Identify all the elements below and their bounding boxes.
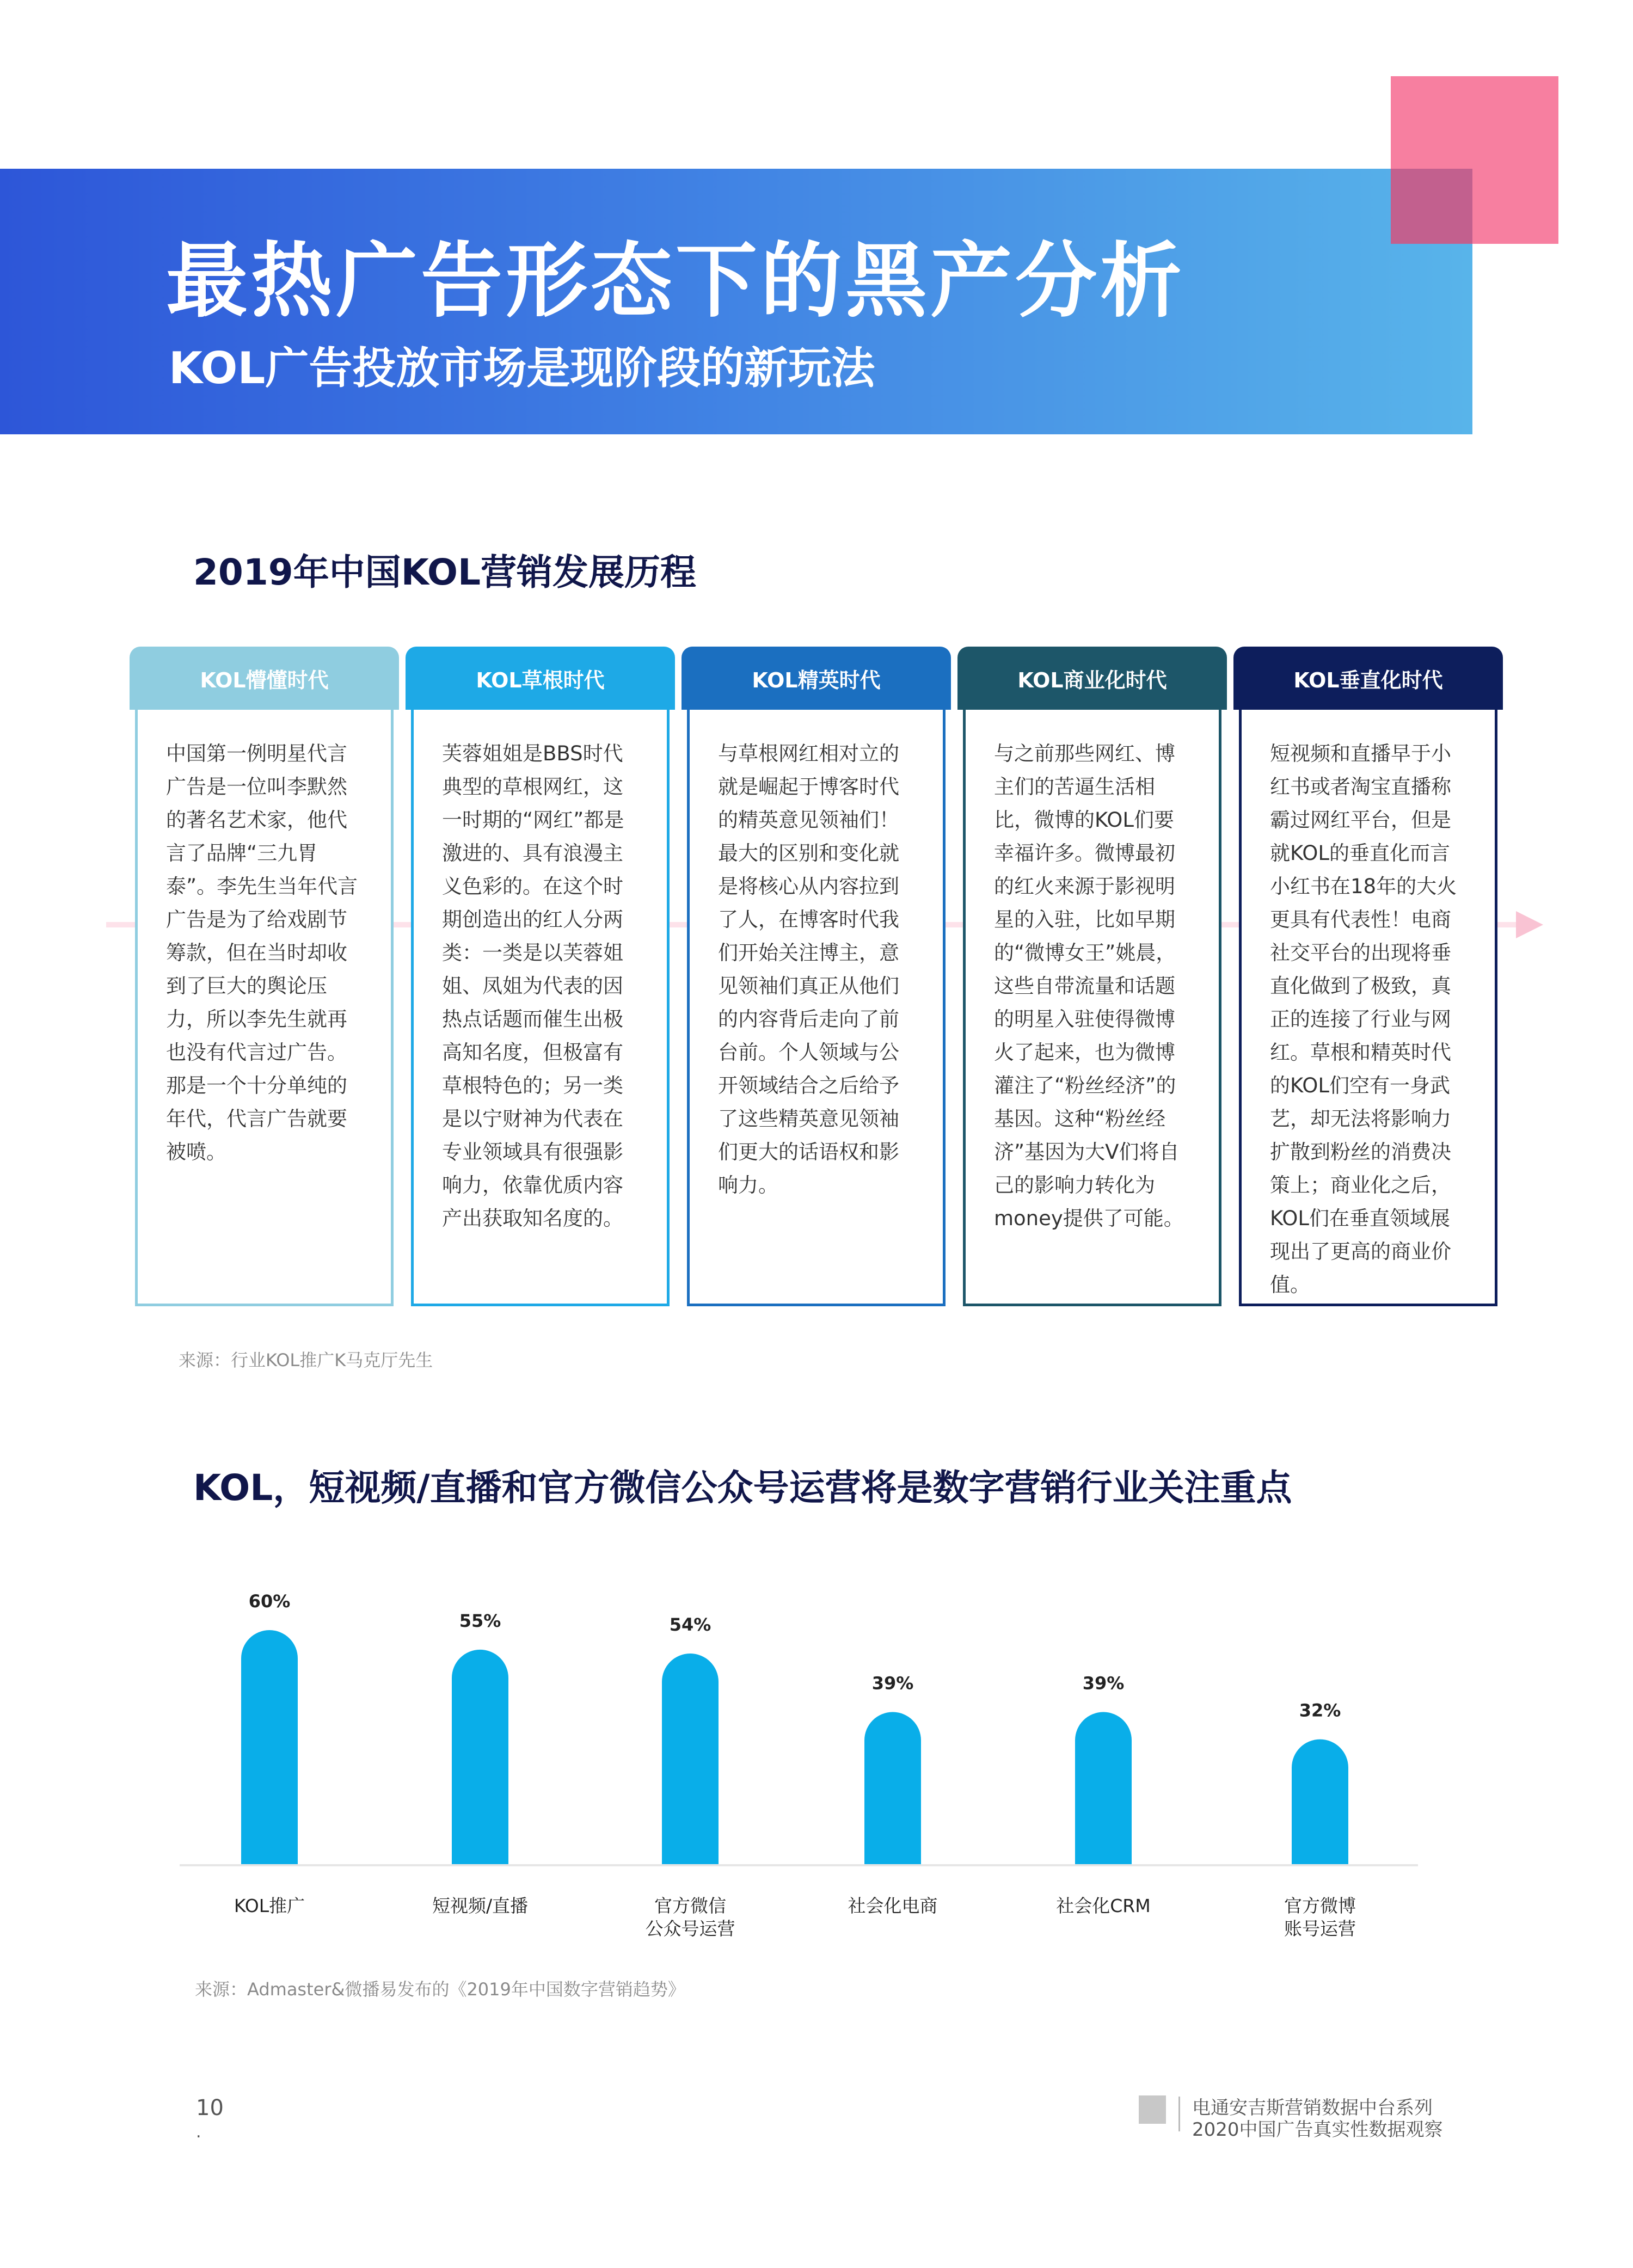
category-label: KOL推广 [234, 1895, 305, 1916]
era-card [135, 710, 394, 1306]
category-label: 短视频/直播 [432, 1895, 529, 1916]
era-card [411, 710, 670, 1306]
bar-value-label: 60% [248, 1591, 291, 1612]
bar-value-label: 39% [1082, 1673, 1125, 1694]
footer-series-name: 电通安吉斯营销数据中台系列 [1192, 2097, 1433, 2119]
category-label: 社会化CRM [1056, 1895, 1151, 1916]
footer-report-name: 2020中国广告真实性数据观察 [1192, 2119, 1443, 2141]
timeline-arrow-icon [1516, 911, 1543, 938]
company-logo-icon [1139, 2095, 1166, 2124]
chart-bar [864, 1712, 921, 1865]
footer-divider [1178, 2097, 1180, 2131]
era-description: 中国第一例明星代言广告是一位叫李默然的著名艺术家，他代言了品牌“三九胃泰”。李先生当年代言广告是为了给戏剧节筹款，但在当时却收到了巨大的舆论压力，所以李先生就再也没有代言过广告。那是一个十分单纯的年代，代言广告就要被喷。 [166, 742, 358, 1164]
era-column-3 [682, 647, 951, 1306]
era-column-4 [957, 647, 1227, 1306]
bar-value-label: 32% [1299, 1700, 1341, 1721]
timeline-title: 2019年中国KOL营销发展历程 [193, 551, 697, 593]
category-label: 公众号运营 [645, 1918, 735, 1939]
chart-bar [662, 1654, 719, 1864]
chart-bar [1292, 1740, 1348, 1864]
category-label: 账号运营 [1284, 1918, 1356, 1939]
era-card [1239, 710, 1497, 1306]
chart-bar [241, 1630, 298, 1864]
era-header: KOL草根时代 [406, 647, 675, 710]
era-header: KOL懵懂时代 [130, 647, 399, 710]
timeline-source: 来源：行业KOL推广K马克厅先生 [179, 1350, 433, 1370]
page-number: 10 [196, 2095, 224, 2121]
era-column-5 [1233, 647, 1503, 1306]
bar-value-label: 55% [459, 1610, 501, 1631]
era-header: KOL商业化时代 [957, 647, 1227, 710]
chart-source: 来源：Admaster&微播易发布的《2019年中国数字营销趋势》 [195, 1979, 685, 2000]
bar-value-label: 54% [669, 1614, 711, 1635]
bar-value-label: 39% [871, 1673, 914, 1694]
accent-overlap [1391, 169, 1472, 244]
page-title: 最热广告形态下的黑产分析 [166, 234, 1186, 329]
era-column-1 [130, 647, 399, 1306]
chart-bar [452, 1650, 508, 1864]
category-label: 社会化电商 [848, 1895, 938, 1916]
category-label: 官方微博 [1284, 1895, 1356, 1916]
chart-title: KOL，短视频/直播和官方微信公众号运营将是数字营销行业关注重点 [193, 1467, 1292, 1509]
era-card [687, 710, 946, 1306]
era-card [963, 710, 1221, 1306]
page-dot: . [196, 2123, 201, 2142]
chart-bar [1075, 1712, 1132, 1865]
era-header: KOL垂直化时代 [1233, 647, 1503, 710]
era-column-2 [406, 647, 675, 1306]
era-description: 与草根网红相对立的就是崛起于博客时代的精英意见领袖们！最大的区别和变化就是将核心从内容拉到了人，在博客时代我们开始关注博主，意见领袖们真正从他们的内容背后走向了前台前。个人领域与公开领域结合之后给予了这些精英意见领袖们更大的话语权和影响力。 [718, 742, 899, 1197]
era-description: 短视频和直播早于小红书或者淘宝直播称霸过网红平台，但是就KOL的垂直化而言小红书在18年的大火更具有代表性！电商社交平台的出现将垂直化做到了极致，真正的连接了行业与网红。草根和精英时代的KOL们空有一身武艺，却无法将影响力扩散到粉丝的消费决策上；商业化之后，KOL们在垂直领域展现出了更高的商业价值。 [1270, 742, 1457, 1296]
era-header: KOL精英时代 [682, 647, 951, 710]
era-description: 与之前那些网红、博主们的苦逼生活相比，微博的KOL们要幸福许多。微博最初的红火来源于影视明星的入驻，比如早期的“微博女王”姚晨，这些自带流量和话题的明星入驻使得微博火了起来，也为微博灌注了“粉丝经济”的基因。这种“粉丝经济”基因为大V们将自己的影响力转化为money提供了可能。 [994, 742, 1184, 1230]
bar-chart [0, 1557, 1633, 1959]
era-description: 芙蓉姐姐是BBS时代典型的草根网红，这一时期的“网红”都是激进的、具有浪漫主义色彩的。在这个时期创造出的红人分两类：一类是以芙蓉姐姐、凤姐为代表的因热点话题而催生出极高知名度，但极富有草根特色的；另一类是以宁财神为代表在专业领域具有很强影响力，依靠优质内容产出获取知名度的。 [442, 742, 624, 1230]
category-label: 官方微信 [654, 1895, 726, 1916]
page-subtitle: KOL广告投放市场是现阶段的新玩法 [169, 343, 875, 394]
